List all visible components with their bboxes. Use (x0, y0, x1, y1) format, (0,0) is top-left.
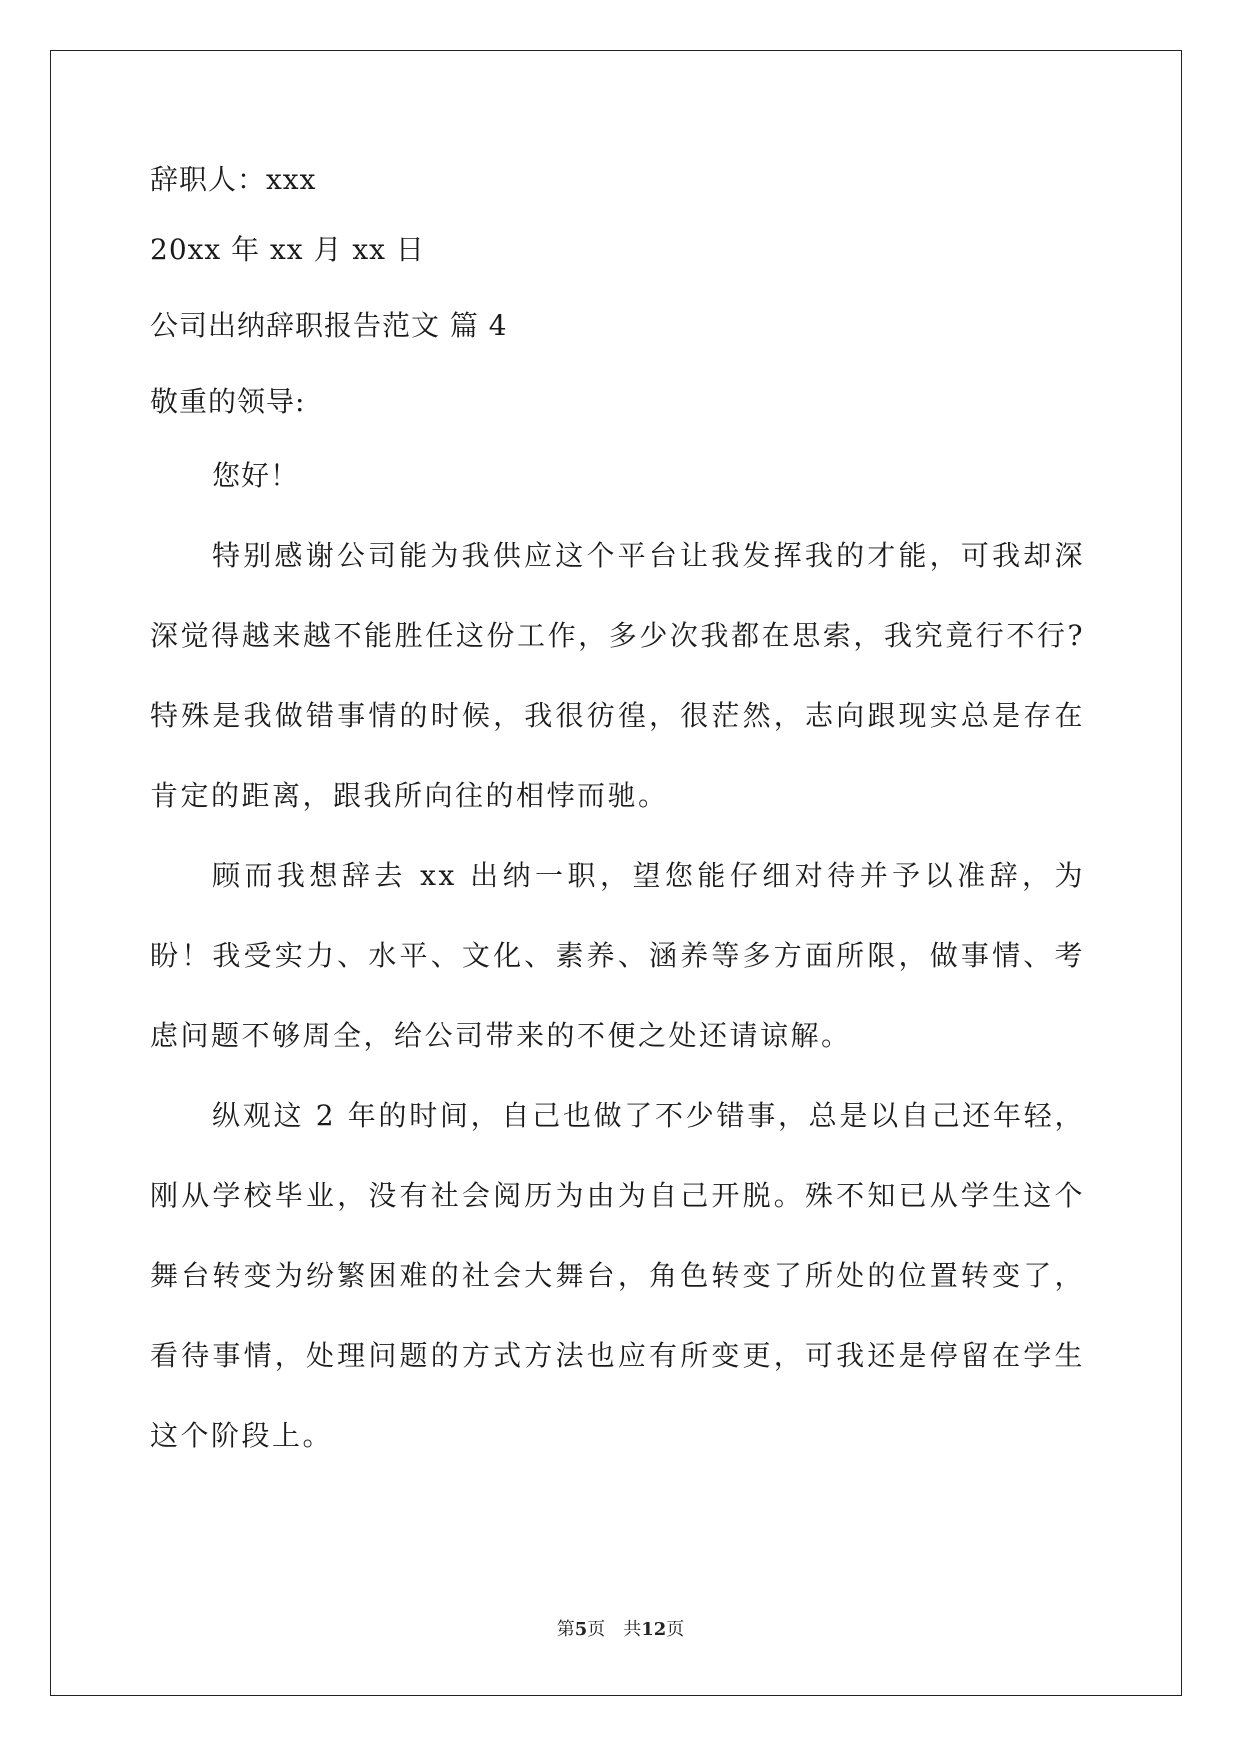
page-total: 12 (641, 1619, 667, 1640)
salutation: 敬重的领导: (150, 385, 306, 418)
paragraph-2: 顾而我想辞去 xx 出纳一职，望您能仔细对待并予以准辞，为盼！我受实力、水平、文化、素养、涵养等多方面所限，做事情、考虑问题不够周全，给公司带来的不便之处还请谅解。 (150, 859, 1085, 1052)
page-prefix: 第 (556, 1619, 575, 1640)
page-mid: 页 共 (587, 1619, 642, 1640)
signer-line: 辞职人：xxx (150, 163, 317, 196)
date-line: 20xx 年 xx 月 xx 日 (150, 233, 425, 266)
document-body (150, 160, 1085, 1476)
page-current: 5 (574, 1619, 588, 1640)
section-title: 公司出纳辞职报告范文 篇 4 (150, 309, 508, 342)
greeting: 您好！ (212, 459, 300, 492)
page-suffix: 页 (666, 1619, 685, 1640)
page-footer (0, 1615, 1241, 1641)
paragraph-1: 特别感谢公司能为我供应这个平台让我发挥我的才能，可我却深深觉得越来越不能胜任这份工作，多少次我都在思索，我究竟行不行?特殊是我做错事情的时候，我很彷徨，很茫然，志向跟现实总是存在肯定的距离，跟我所向往的相悖而驰。 (150, 539, 1085, 812)
paragraph-3: 纵观这 2 年的时间，自己也做了不少错事，总是以自己还年轻，刚从学校毕业，没有社会阅历为由为自己开脱。殊不知已从学生这个舞台转变为纷繁困难的社会大舞台，角色转变了所处的位置转变了，看待事情，处理问题的方式方法也应有所变更，可我还是停留在学生这个阶段上。 (150, 1099, 1085, 1452)
